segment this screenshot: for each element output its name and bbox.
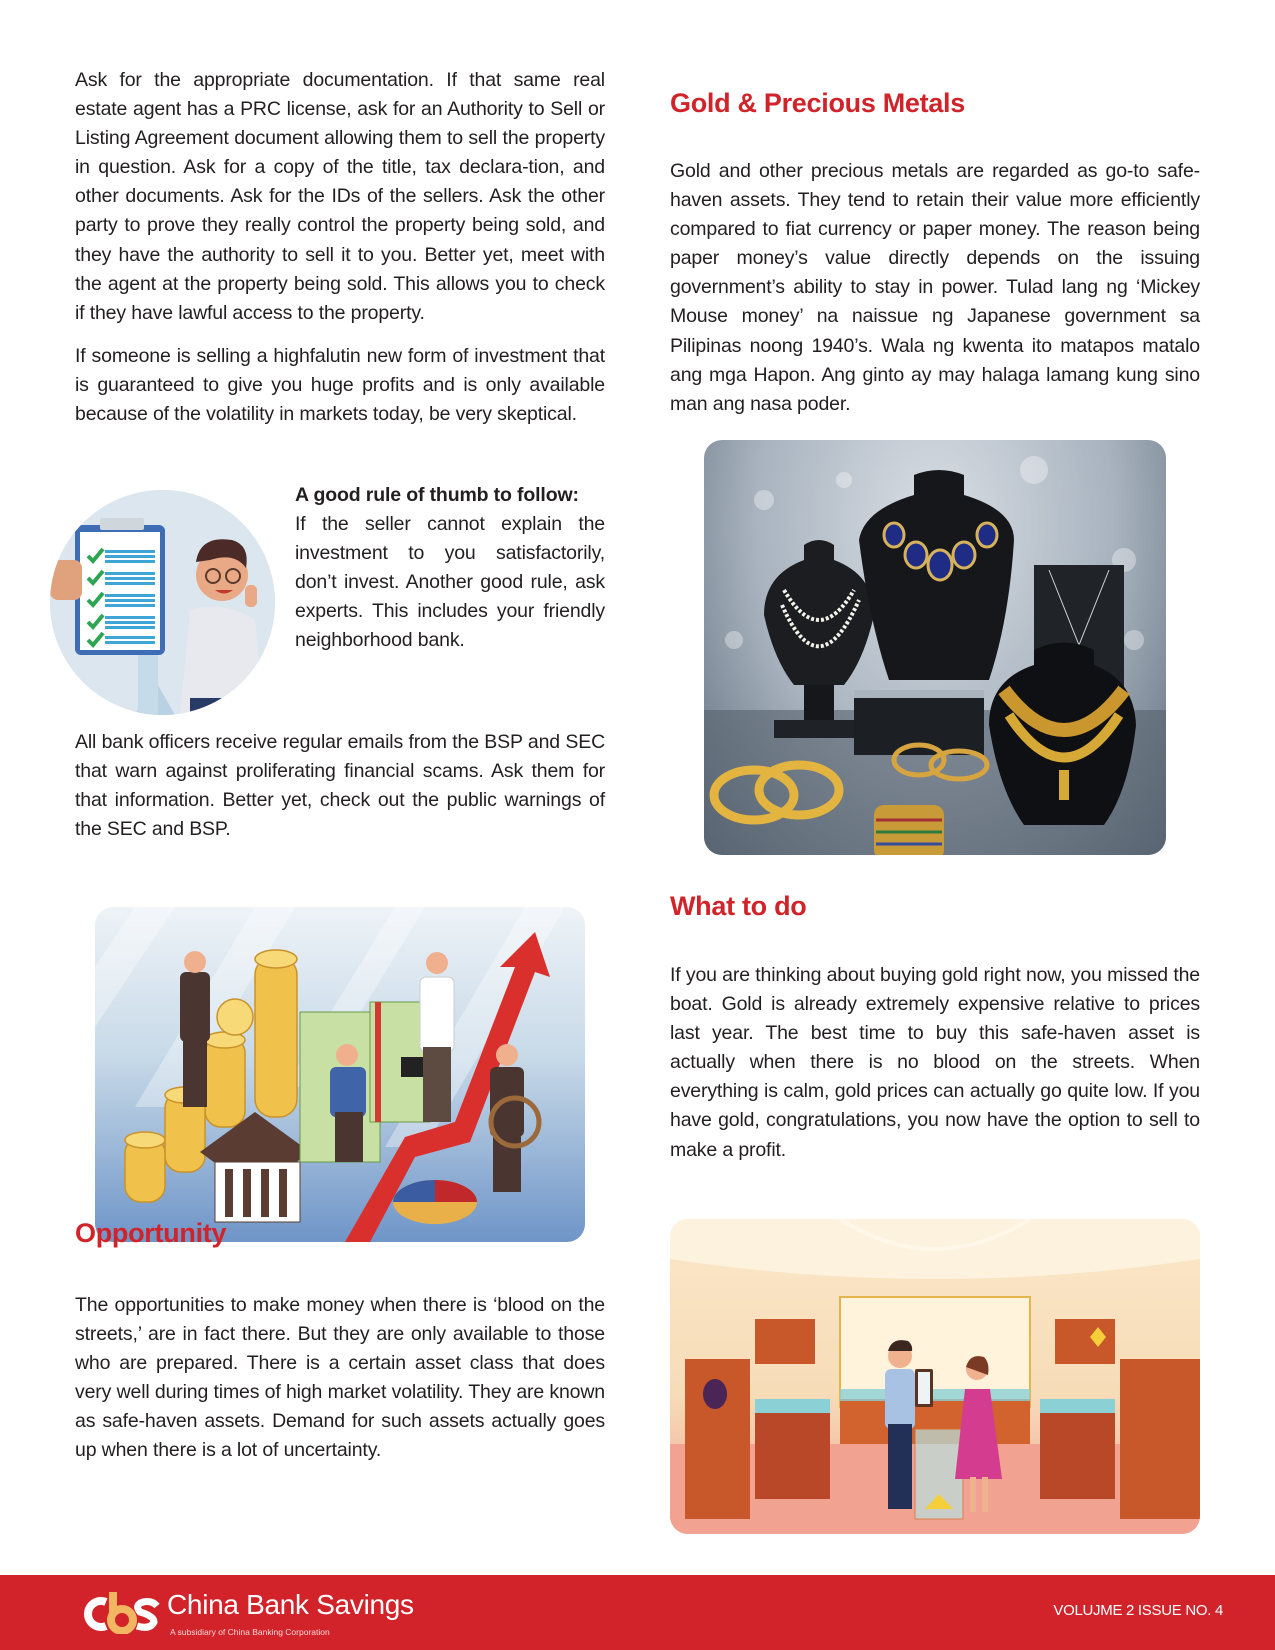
- issue-number: VOLUJME 2 ISSUE NO. 4: [1053, 1602, 1223, 1619]
- investment-illustration: [95, 907, 585, 1242]
- paragraph-documentation: Ask for the appropriate documentation. If that same real estate agent has a PRC license, ask for an Authority to Sell or Listing Agreement document allowing them to sell the property in question. Ask for a copy of the title, tax declara-tion, and other documents. Ask for the IDs of the sellers. Ask the other party to prove they really control the property being sold, and they have the authority to sell it to you. Better yet, meet with the agent at the property being sold. This allows you to check if they have lawful access to the property.: [75, 69, 605, 324]
- rule-of-thumb-title: A good rule of thumb to follow:: [295, 484, 579, 506]
- checklist-man-illustration: [50, 490, 275, 715]
- paragraph-bank-officers: All bank officers receive regular emails from the BSP and SEC that warn against proliferating financial scams. Ask them for that information. Better yet, check out the public warnings of the SEC and BSP.: [75, 731, 605, 841]
- paragraph-highfalutin: If someone is selling a highfalutin new form of investment that is guaranteed to give you huge profits and is only available because of the volatility in markets today, be very skeptical.: [75, 345, 605, 426]
- gold-heading: Gold & Precious Metals: [670, 88, 965, 118]
- bank-building-icon: [200, 1112, 310, 1222]
- opportunity-heading: Opportunity: [75, 1218, 227, 1248]
- what-to-do-text: If you are thinking about buying gold right now, you missed the boat. Gold is already extremely expensive relative to prices last year. The best time to buy this safe-haven asset is actually when there is no blood on the streets. When everything is calm, gold prices can actually go quite low. If you have gold, congratulations, you now have the option to sell to make a profit.: [670, 964, 1200, 1161]
- what-to-do-heading: What to do: [670, 891, 807, 921]
- what-to-do-section: [670, 891, 1200, 922]
- opportunity-section: [75, 1218, 605, 1249]
- footer-bar: [0, 1575, 1275, 1650]
- jewelry-store-image: [670, 1219, 1200, 1534]
- jewelry-image: [704, 440, 1166, 855]
- left-column-highfalutin: [75, 342, 605, 429]
- opportunity-body: [75, 1291, 605, 1466]
- left-column: [75, 66, 605, 328]
- gold-section: [670, 88, 1200, 119]
- gold-text: Gold and other precious metals are regarded as go-to safe-haven assets. They tend to retain their value more efficiently compared to fiat currency or paper money. The reason being paper money’s value directly depends on the issuing government’s ability to stay in power. Tulad lang ng ‘Mickey Mouse money’ na naissue ng Japanese government sa Pilipinas noong 1940’s. Wala ng kwenta ito matapos matalo ang mga Hapon. Ang ginto ay may halaga lamang kung sino man ang nasa poder.: [670, 160, 1200, 415]
- cbs-logo-mark-icon: [82, 1590, 162, 1634]
- brand-tagline: A subsidiary of China Banking Corporation: [170, 1627, 330, 1637]
- checklist-man-image: [50, 490, 275, 715]
- jewelry-store-illustration: [670, 1219, 1200, 1534]
- rule-of-thumb-block: [295, 481, 605, 656]
- opportunity-text: The opportunities to make money when there is ‘blood on the streets,’ are in fact there. But they are only available to those who are prepared. There is a certain asset class that does very well during times of high market volatility. They are known as safe-haven assets. Demand for such assets actually goes up when there is a lot of uncertainty.: [75, 1294, 605, 1462]
- brand-name: China Bank Savings: [167, 1589, 414, 1620]
- left-column-bank-officers: [75, 728, 605, 844]
- cbs-logo: [82, 1590, 162, 1634]
- jewelry-display-illustration: [704, 440, 1166, 855]
- gold-body: [670, 157, 1200, 419]
- what-to-do-body: [670, 961, 1200, 1165]
- rule-of-thumb-text: If the seller cannot explain the investment to you satisfactorily, don’t invest. Another good rule, ask experts. This includes your friendly neighborhood bank.: [295, 513, 605, 652]
- investment-image: [95, 907, 585, 1242]
